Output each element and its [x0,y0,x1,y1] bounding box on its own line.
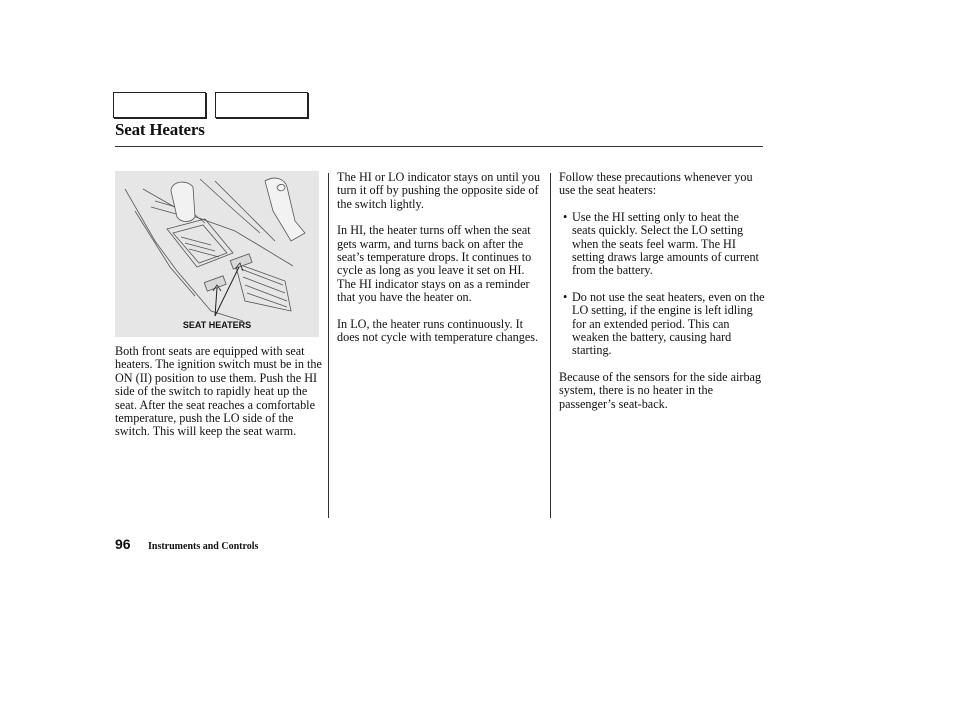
figure-caption: SEAT HEATERS [182,320,252,330]
precaution-item: • Use the HI setting only to heat the seats quickly. Select the LO setting when the seats feel warm. The HI setting draws large amounts of current from the battery. [559,211,765,278]
center-console-drawing [115,171,319,337]
precautions-list [559,211,765,358]
column-1 [115,171,325,452]
hi-setting-paragraph: In HI, the heater turns off when the seat gets warm, and turns back on after the seat’s temperature drops. It continues to cycle as long as you leave it set on HI. The HI indicator stays on as a reminder that you have the heater on. [337,223,532,305]
column-1-paragraph: Both front seats are equipped with seat heaters. The ignition switch must be in the ON (II) position to use them. Push the HI side of the switch to rapidly heat up the seat. After the seat reaches a comfortable temperature, push the LO side of the switch. This will keep the seat warm. [115,344,322,439]
airbag-note: Because of the sensors for the side airbag system, there is no heater in the passenger’s seat-back. [559,369,762,411]
column-divider-1 [328,173,329,518]
precautions-intro: Follow these precautions whenever you use the seat heaters: [559,170,753,198]
column-2 [337,171,545,357]
section-name: Instruments and Controls [148,541,259,552]
page-number: 96 [115,536,131,552]
seat-heater-illustration [115,171,319,337]
precaution-item: • Do not use the seat heaters, even on the LO setting, if the engine is left idling for an extended period. This can weaken the battery, causing hard starting. [559,291,765,358]
lo-setting-paragraph: In LO, the heater runs continuously. It does not cycle with temperature changes. [337,316,539,345]
column-divider-2 [550,173,551,518]
previous-page-button[interactable] [113,92,206,118]
page-title: Seat Heaters [115,120,205,139]
next-page-button[interactable] [215,92,308,118]
title-divider [115,146,763,147]
column-3 [559,171,765,424]
indicator-paragraph: The HI or LO indicator stays on until you turn it off by pushing the opposite side of the switch lightly. [337,170,541,211]
